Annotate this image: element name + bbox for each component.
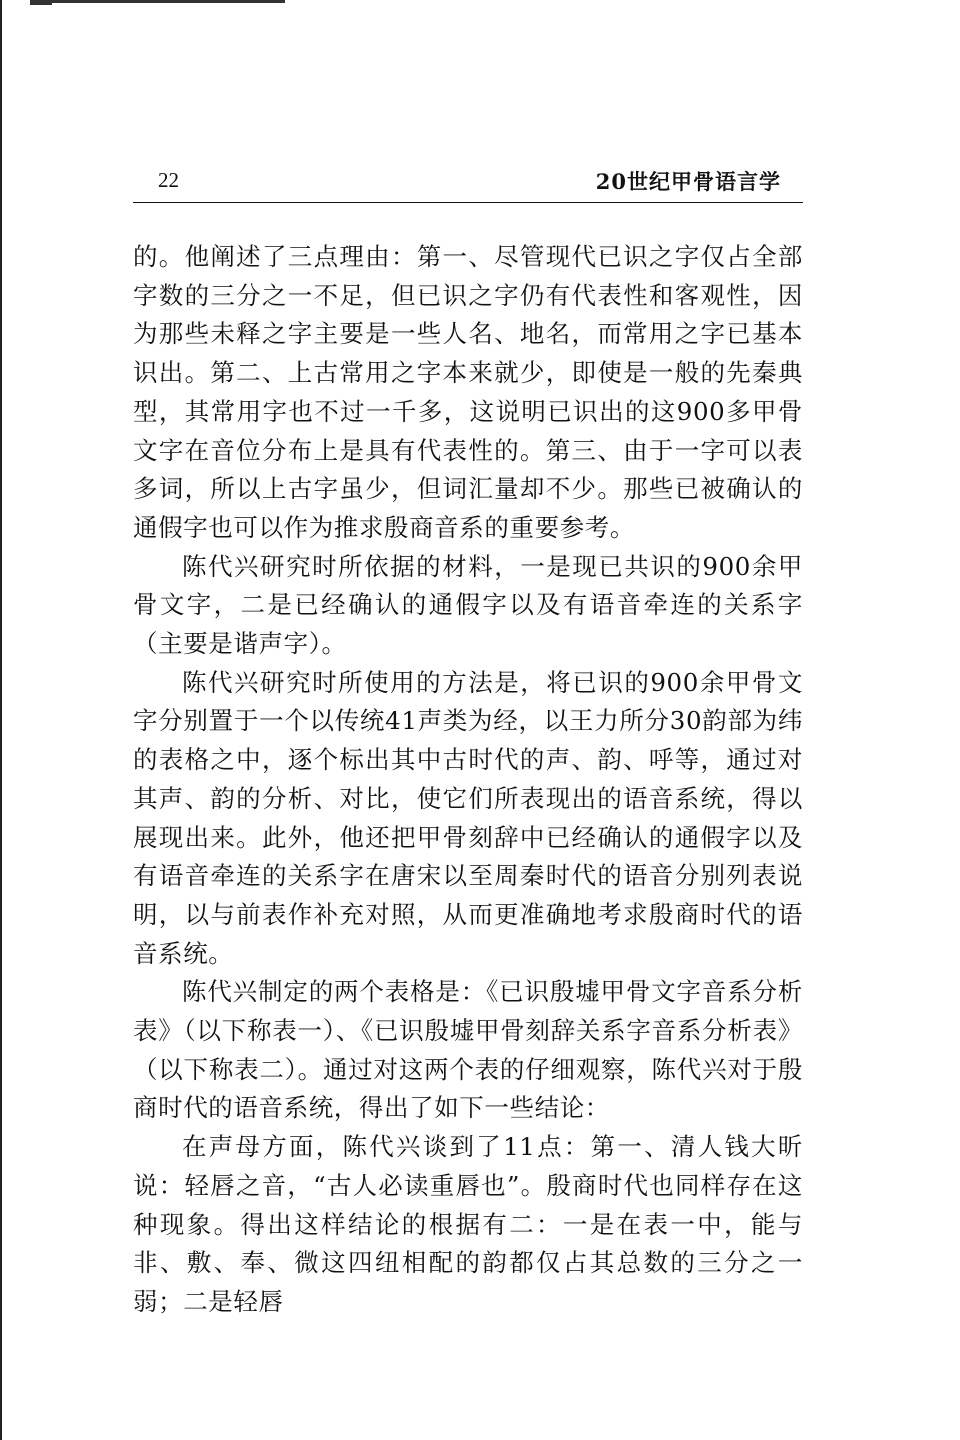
scan-mark-small — [30, 3, 52, 5]
page-edge — [0, 0, 2, 1440]
running-title: 20世纪甲骨语言学 — [595, 169, 781, 194]
paragraph-1: 的。他阐述了三点理由：第一、尽管现代已识之字仅占全部字数的三分之一不足，但已识之字仍有代表性和客观性，因为那些未释之字主要是一些人名、地名，而常用之字已基本识出。第二、上古常用之字本来就少，即使是一般的先秦典型，其常用字也不过一千多，这说明已识出的这900多甲骨文字在音位分布上是具有代表性的。第三、由于一字可以表多词，所以上古字虽少，但词汇量却不少。那些已被确认的通假字也可以作为推求殷商音系的重要参考。 — [133, 242, 803, 542]
page-header — [133, 160, 803, 198]
body-text — [133, 238, 803, 1322]
header-rule — [133, 202, 803, 203]
paragraph-3: 陈代兴研究时所使用的方法是，将已识的900余甲骨文字分别置于一个以传统41声类为经，以王力所分30韵部为纬的表格之中，逐个标出其中古时代的声、韵、呼等，通过对其声、韵的分析、对比，使它们所表现出的语音系统，得以展现出来。此外，他还把甲骨刻辞中已经确认的通假字以及有语音牵连的关系字在唐宋以至周秦时代的语音分别列表说明，以与前表作补充对照，从而更准确地考求殷商时代的语音系统。 — [133, 667, 803, 968]
paragraph-2: 陈代兴研究时所依据的材料，一是现已共识的900余甲骨文字，二是已经确认的通假字以及有语音牵连的关系字（主要是谐声字）。 — [133, 551, 803, 659]
paragraph-5: 在声母方面，陈代兴谈到了11点：第一、清人钱大昕说：轻唇之音，“古人必读重唇也”。殷商时代也同样存在这种现象。得出这样结论的根据有二：一是在表一中，能与非、敷、奉、微这四纽相配的韵都仅占其总数的三分之一弱；二是轻唇 — [133, 1132, 803, 1316]
scan-mark — [30, 0, 285, 3]
paragraph-4: 陈代兴制定的两个表格是：《已识殷墟甲骨文字音系分析表》（以下称表一）、《已识殷墟甲骨刻辞关系字音系分析表》（以下称表二）。通过对这两个表的仔细观察，陈代兴对于殷商时代的语音系统，得出了如下一些结论： — [133, 977, 803, 1123]
page-number: 22 — [158, 168, 179, 192]
